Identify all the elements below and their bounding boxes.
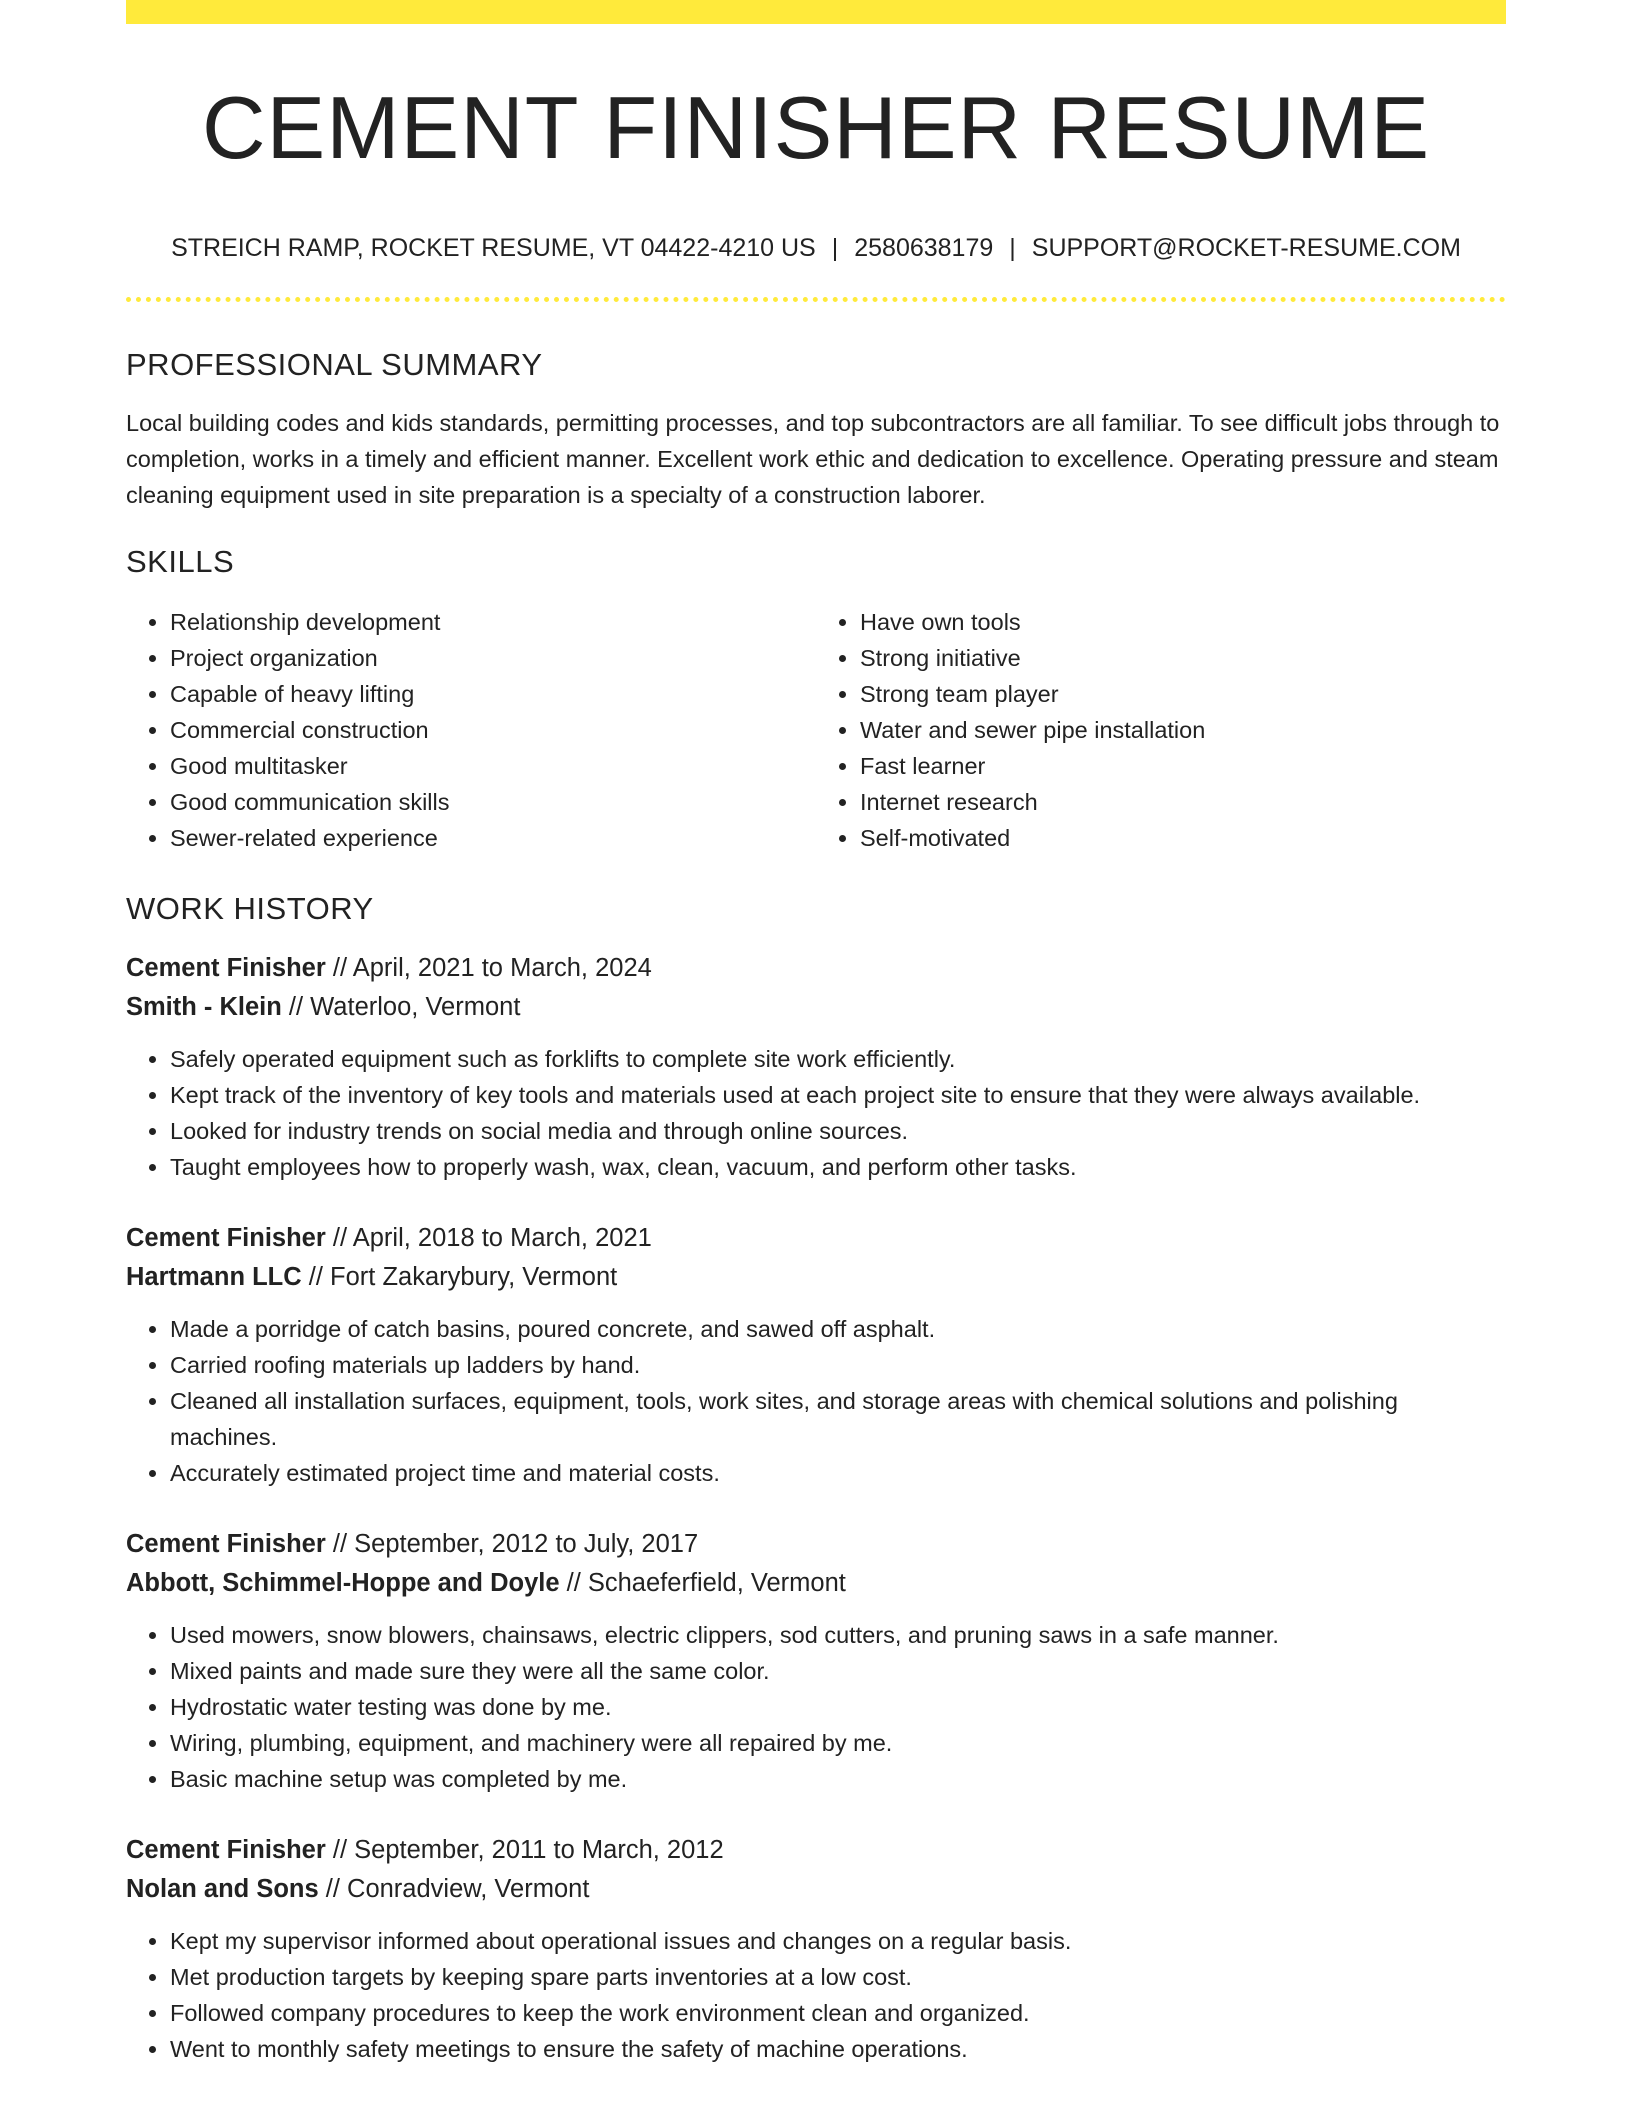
skill-item: • Commercial construction	[170, 712, 816, 748]
dotted-divider	[126, 297, 1506, 302]
skill-item: • Strong team player	[860, 676, 1506, 712]
job-duty: • Met production targets by keeping spare parts inventories at a low cost.	[170, 1959, 1506, 1995]
skill-item: • Capable of heavy lifting	[170, 676, 816, 712]
job-company: Nolan and Sons	[126, 1875, 319, 1904]
job-duties	[126, 1923, 1506, 2067]
contact-address: STREICH RAMP, ROCKET RESUME, VT 04422-4210 US	[171, 233, 816, 262]
skill-item: • Good communication skills	[170, 784, 816, 820]
job-duty: • Mixed paints and made sure they were all the same color.	[170, 1653, 1506, 1689]
job-duty: • Looked for industry trends on social media and through online sources.	[170, 1113, 1506, 1149]
skills-column-left	[126, 604, 816, 856]
job-location: // Conradview, Vermont	[318, 1875, 590, 1904]
job-duty: • Kept my supervisor informed about operational issues and changes on a regular basis.	[170, 1923, 1506, 1959]
skill-item: • Water and sewer pipe installation	[860, 712, 1506, 748]
job-company-line	[126, 1870, 1506, 1909]
skill-item: • Relationship development	[170, 604, 816, 640]
contact-separator: |	[831, 233, 839, 262]
contact-separator: |	[1009, 233, 1016, 262]
job-entry	[126, 1525, 1506, 1797]
job-title-line	[126, 949, 1506, 988]
job-duties	[126, 1041, 1506, 1185]
job-title-line	[126, 1831, 1506, 1870]
job-duties	[126, 1617, 1506, 1797]
job-location: // Fort Zakarybury, Vermont	[301, 1263, 618, 1292]
job-title: Cement Finisher	[126, 1836, 326, 1865]
job-entry	[126, 949, 1506, 1185]
job-duty: • Kept track of the inventory of key tools and materials used at each project site to ensure that they were always available.	[170, 1077, 1506, 1113]
job-company: Smith - Klein	[126, 993, 282, 1022]
job-location: // Schaeferfield, Vermont	[559, 1569, 846, 1598]
skill-item: • Good multitasker	[170, 748, 816, 784]
summary-text: Local building codes and kids standards, permitting processes, and top subcontractors are all familiar. To see difficult jobs through to completion, works in a timely and efficient manner. Excellent work ethic and dedication to excellence. Operating pressure and steam cleaning equipment used in site preparation is a specialty of a construction laborer.	[126, 409, 1500, 508]
job-title: Cement Finisher	[126, 1224, 326, 1253]
job-duty: • Hydrostatic water testing was done by me.	[170, 1689, 1506, 1725]
contact-email: SUPPORT@ROCKET-RESUME.COM	[1031, 233, 1461, 262]
skills-list	[126, 604, 1506, 856]
skill-item: • Strong initiative	[860, 640, 1506, 676]
job-duty: • Taught employees how to properly wash, wax, clean, vacuum, and perform other tasks.	[170, 1149, 1506, 1185]
work-history-heading: WORK HISTORY	[126, 891, 374, 927]
job-duty: • Cleaned all installation surfaces, equipment, tools, work sites, and storage areas with chemical solutions and polishing machines.	[170, 1383, 1506, 1455]
job-duties	[126, 1311, 1506, 1491]
summary-heading: PROFESSIONAL SUMMARY	[126, 346, 543, 382]
job-duty: • Used mowers, snow blowers, chainsaws, electric clippers, sod cutters, and pruning saws in a safe manner.	[170, 1617, 1506, 1653]
job-title-line	[126, 1525, 1506, 1564]
job-duty: • Made a porridge of catch basins, poured concrete, and sawed off asphalt.	[170, 1311, 1506, 1347]
job-company-line	[126, 988, 1506, 1027]
skill-item: • Sewer-related experience	[170, 820, 816, 856]
job-dates: // September, 2012 to July, 2017	[325, 1530, 699, 1559]
job-dates: // April, 2018 to March, 2021	[325, 1224, 652, 1253]
job-company-line	[126, 1258, 1506, 1297]
job-entry	[126, 1831, 1506, 2067]
job-duty: • Carried roofing materials up ladders by hand.	[170, 1347, 1506, 1383]
job-title: Cement Finisher	[126, 1530, 326, 1559]
job-title: Cement Finisher	[126, 954, 326, 983]
job-duty: • Safely operated equipment such as forklifts to complete site work efficiently.	[170, 1041, 1506, 1077]
skill-item: • Have own tools	[860, 604, 1506, 640]
job-duty: • Went to monthly safety meetings to ensure the safety of machine operations.	[170, 2031, 1506, 2067]
skill-item: • Internet research	[860, 784, 1506, 820]
skills-column-right	[816, 604, 1506, 856]
job-company-line	[126, 1564, 1506, 1603]
job-company: Abbott, Schimmel-Hoppe and Doyle	[126, 1569, 560, 1598]
job-duty: • Accurately estimated project time and material costs.	[170, 1455, 1506, 1491]
contact-phone: 2580638179	[854, 233, 994, 262]
skill-item: • Fast learner	[860, 748, 1506, 784]
job-location: // Waterloo, Vermont	[281, 993, 521, 1022]
skills-heading: SKILLS	[126, 543, 235, 579]
job-company: Hartmann LLC	[126, 1263, 302, 1292]
skill-item: • Project organization	[170, 640, 816, 676]
job-dates: // September, 2011 to March, 2012	[325, 1836, 724, 1865]
resume-title: CEMENT FINISHER RESUME	[201, 78, 1431, 177]
skill-item: • Self-motivated	[860, 820, 1506, 856]
job-duty: • Basic machine setup was completed by me.	[170, 1761, 1506, 1797]
job-duty: • Followed company procedures to keep the work environment clean and organized.	[170, 1995, 1506, 2031]
job-duty: • Wiring, plumbing, equipment, and machinery were all repaired by me.	[170, 1725, 1506, 1761]
job-title-line	[126, 1219, 1506, 1258]
contact-line	[126, 233, 1506, 263]
top-accent-bar	[126, 0, 1506, 24]
job-entry	[126, 1219, 1506, 1491]
job-dates: // April, 2021 to March, 2024	[325, 954, 652, 983]
